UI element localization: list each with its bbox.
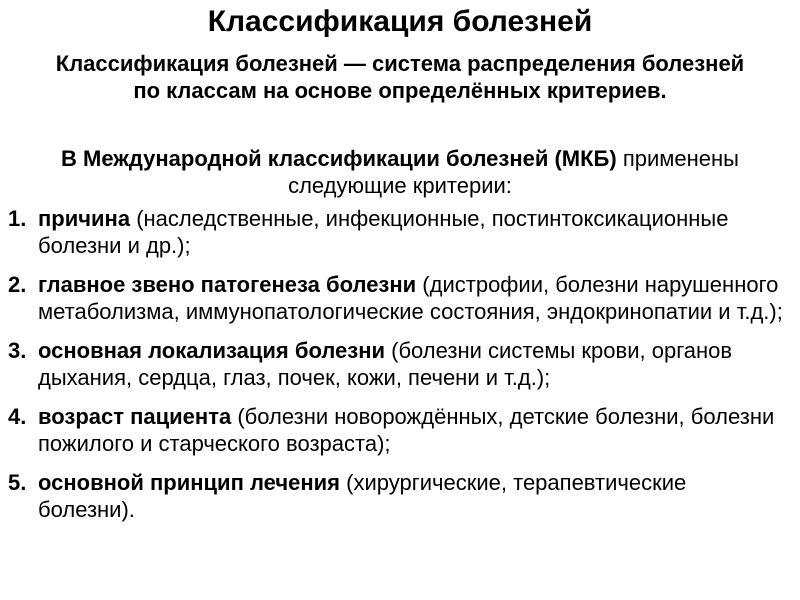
criteria-body — [38, 403, 788, 457]
definition-paragraph: Классификация болезней — система распределения болезней по классам на основе определённых критериев. — [55, 51, 745, 103]
criteria-item — [8, 205, 788, 259]
criteria-item — [8, 337, 788, 391]
criteria-body — [38, 271, 788, 325]
criteria-number: 4. — [8, 404, 27, 429]
criteria-detail: (болезни новорождённых, детские болезни, болезни пожилого и старческого возраста); — [38, 404, 775, 456]
intro-bold-text: В Международной классификации болезней (МКБ) — [61, 146, 617, 171]
criteria-number: 3. — [8, 338, 27, 363]
criteria-item — [8, 469, 788, 523]
criteria-body — [38, 337, 788, 391]
criteria-term: основная локализация болезни — [38, 338, 386, 363]
criteria-detail: (болезни системы крови, органов дыхания, сердца, глаз, почек, кожи, печени и т.д.); — [38, 338, 733, 390]
criteria-number: 2. — [8, 272, 27, 297]
criteria-detail: (дистрофии, болезни нарушенного метаболизма, иммунопатологические состояния, эндокринопатии и т.д.); — [38, 272, 783, 324]
criteria-detail: (наследственные, инфекционные, постинтоксикационные болезни и др.); — [38, 206, 729, 258]
criteria-detail: (хирургические, терапевтические болезни). — [38, 470, 687, 522]
criteria-body — [38, 205, 788, 259]
criteria-item — [8, 271, 788, 325]
criteria-term: причина — [38, 206, 131, 231]
intro-paragraph — [40, 145, 760, 199]
criteria-body — [38, 469, 788, 523]
criteria-term: возраст пациента — [38, 404, 232, 429]
criteria-number: 1. — [8, 206, 27, 231]
criteria-item — [8, 403, 788, 457]
criteria-term: главное звено патогенеза болезни — [38, 272, 417, 297]
intro-rest-text: применены следующие критерии: — [288, 146, 739, 198]
criteria-term: основной принцип лечения — [38, 470, 341, 495]
criteria-list — [8, 205, 788, 535]
slide-title: Классификация болезней — [207, 5, 593, 38]
criteria-number: 5. — [8, 470, 27, 495]
